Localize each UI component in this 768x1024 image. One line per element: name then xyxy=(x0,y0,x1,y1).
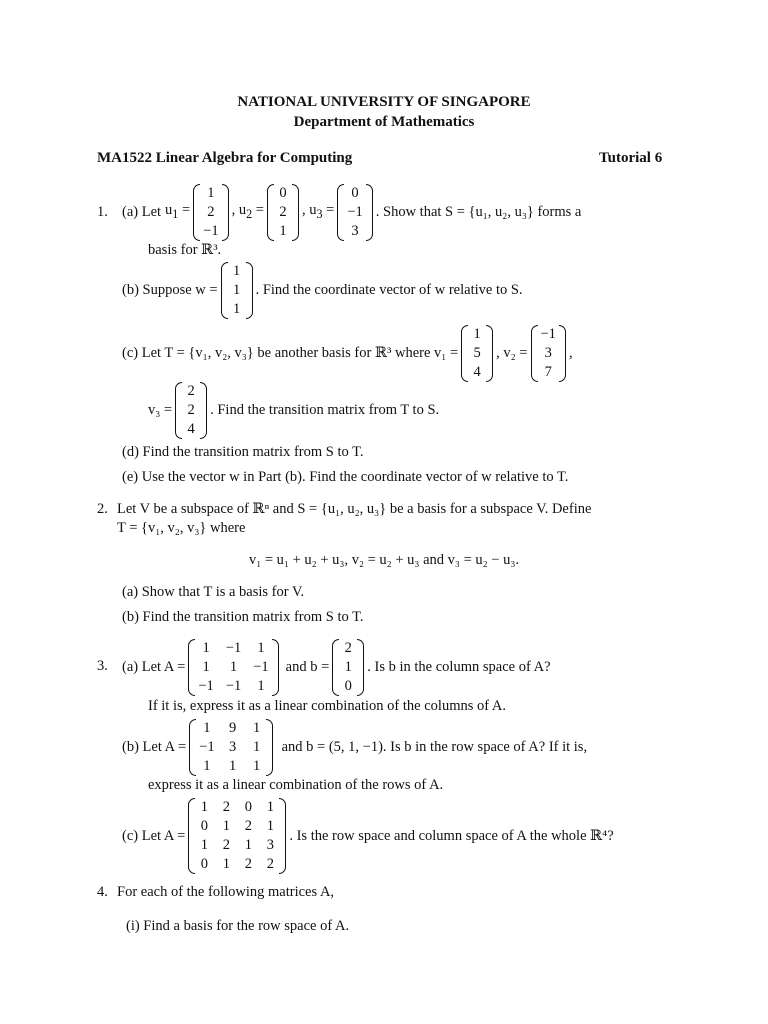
q1a-continuation: basis for ℝ³. xyxy=(148,242,222,258)
q3a-text: . Is b in the column space of A? xyxy=(367,658,551,675)
v1-vector: 1 5 4 xyxy=(461,325,493,382)
q1d: (d) Find the transition matrix from S to T. xyxy=(122,444,364,460)
q1c-line: (c) Let T = {v₁, v₂, v₃} be another basis for ℝ³ where v₁ = 1 5 4 , v₂ = −1 3 7 , xyxy=(122,325,573,380)
course-title: MA1522 Linear Algebra for Computing xyxy=(97,150,353,166)
q1b-label: (b) Suppose w = xyxy=(122,281,218,298)
q1e: (e) Use the vector w in Part (b). Find the coordinate vector of w relative to T. xyxy=(122,469,569,485)
q3a-and: and b = xyxy=(285,658,330,675)
q3a-label: (a) Let A = xyxy=(122,658,186,675)
q4-line1: For each of the following matrices A, xyxy=(117,884,335,900)
q1c-label: (c) Let T = {v₁, v₂, v₃} be another basis for ℝ³ where v₁ = xyxy=(122,344,459,361)
q1a-text: . Show that S = {u₁, u₂, u₃} forms a xyxy=(375,203,582,220)
q3a-vector-b: 2 1 0 xyxy=(332,639,364,696)
question-1-number: 1. xyxy=(97,204,108,220)
q3a-line xyxy=(122,639,551,695)
tutorial-label: Tutorial 6 xyxy=(599,150,663,166)
q3b-text: and b = (5, 1, −1). Is b in the row space of A? If it is, xyxy=(281,738,588,755)
q1a-label: (a) Let xyxy=(122,203,162,220)
v3-label: v₃ = xyxy=(148,401,173,418)
v3-vector: 2 2 4 xyxy=(175,382,207,439)
q3c-line xyxy=(122,798,614,874)
q1b-text: . Find the coordinate vector of w relative to S. xyxy=(255,281,523,298)
u2-vector: 0 2 1 xyxy=(267,184,299,241)
q3b-continuation: express it as a linear combination of the rows of A. xyxy=(148,777,444,793)
q1a-line: (a) Let $u_1$ = 1 2 −1 , $u_2$ = 0 2 1 , $u_3$ = 0 −1 3 . Show that S = {u₁, u₂, u₃} forms a xyxy=(122,184,582,239)
u1-vector: 1 2 −1 xyxy=(193,184,228,241)
q2-equation: v₁ = u₁ + u₂ + u₃, v₂ = u₂ + u₃ and v₃ = u₂ − u₃. xyxy=(248,552,520,568)
q3b-line xyxy=(122,719,587,775)
q1c-text: . Find the transition matrix from T to S. xyxy=(210,401,440,418)
v2-vector: −1 3 7 xyxy=(531,325,566,382)
question-2-number: 2. xyxy=(97,501,108,517)
q3c-matrix-a: 1 0 1 0 2 1 2 1 0 2 1 2 1 1 3 2 xyxy=(188,798,286,874)
q3a-continuation: If it is, express it as a linear combination of the columns of A. xyxy=(148,698,506,714)
q2b: (b) Find the transition matrix from S to T. xyxy=(122,609,364,625)
q3c-text: . Is the row space and column space of A the whole ℝ⁴? xyxy=(289,827,614,844)
v2-label: , v₂ = xyxy=(496,344,528,361)
q1c-v3-line xyxy=(148,382,439,438)
w-vector: 1 1 1 xyxy=(221,262,253,319)
q3c-label: (c) Let A = xyxy=(122,827,186,844)
q3a-matrix-a: 1 1 −1 −1 1 −1 1 −1 1 xyxy=(188,639,278,696)
q2a: (a) Show that T is a basis for V. xyxy=(122,584,305,600)
q3b-matrix-a: 1 −1 1 9 3 1 1 1 1 xyxy=(189,719,272,776)
question-4-number: 4. xyxy=(97,884,108,900)
q2-line1: Let V be a subspace of ℝⁿ and S = {u₁, u₂, u₃} be a basis for a subspace V. Define xyxy=(117,501,592,517)
q1b-line xyxy=(122,262,523,318)
q4-i: (i) Find a basis for the row space of A. xyxy=(126,918,350,934)
department-title: Department of Mathematics xyxy=(293,114,475,130)
q2-line2: T = {v₁, v₂, v₃} where xyxy=(117,520,246,536)
university-title: NATIONAL UNIVERSITY OF SINGAPORE xyxy=(237,94,531,110)
question-3-number: 3. xyxy=(97,658,108,674)
q3b-label: (b) Let A = xyxy=(122,738,187,755)
u3-vector: 0 −1 3 xyxy=(337,184,372,241)
